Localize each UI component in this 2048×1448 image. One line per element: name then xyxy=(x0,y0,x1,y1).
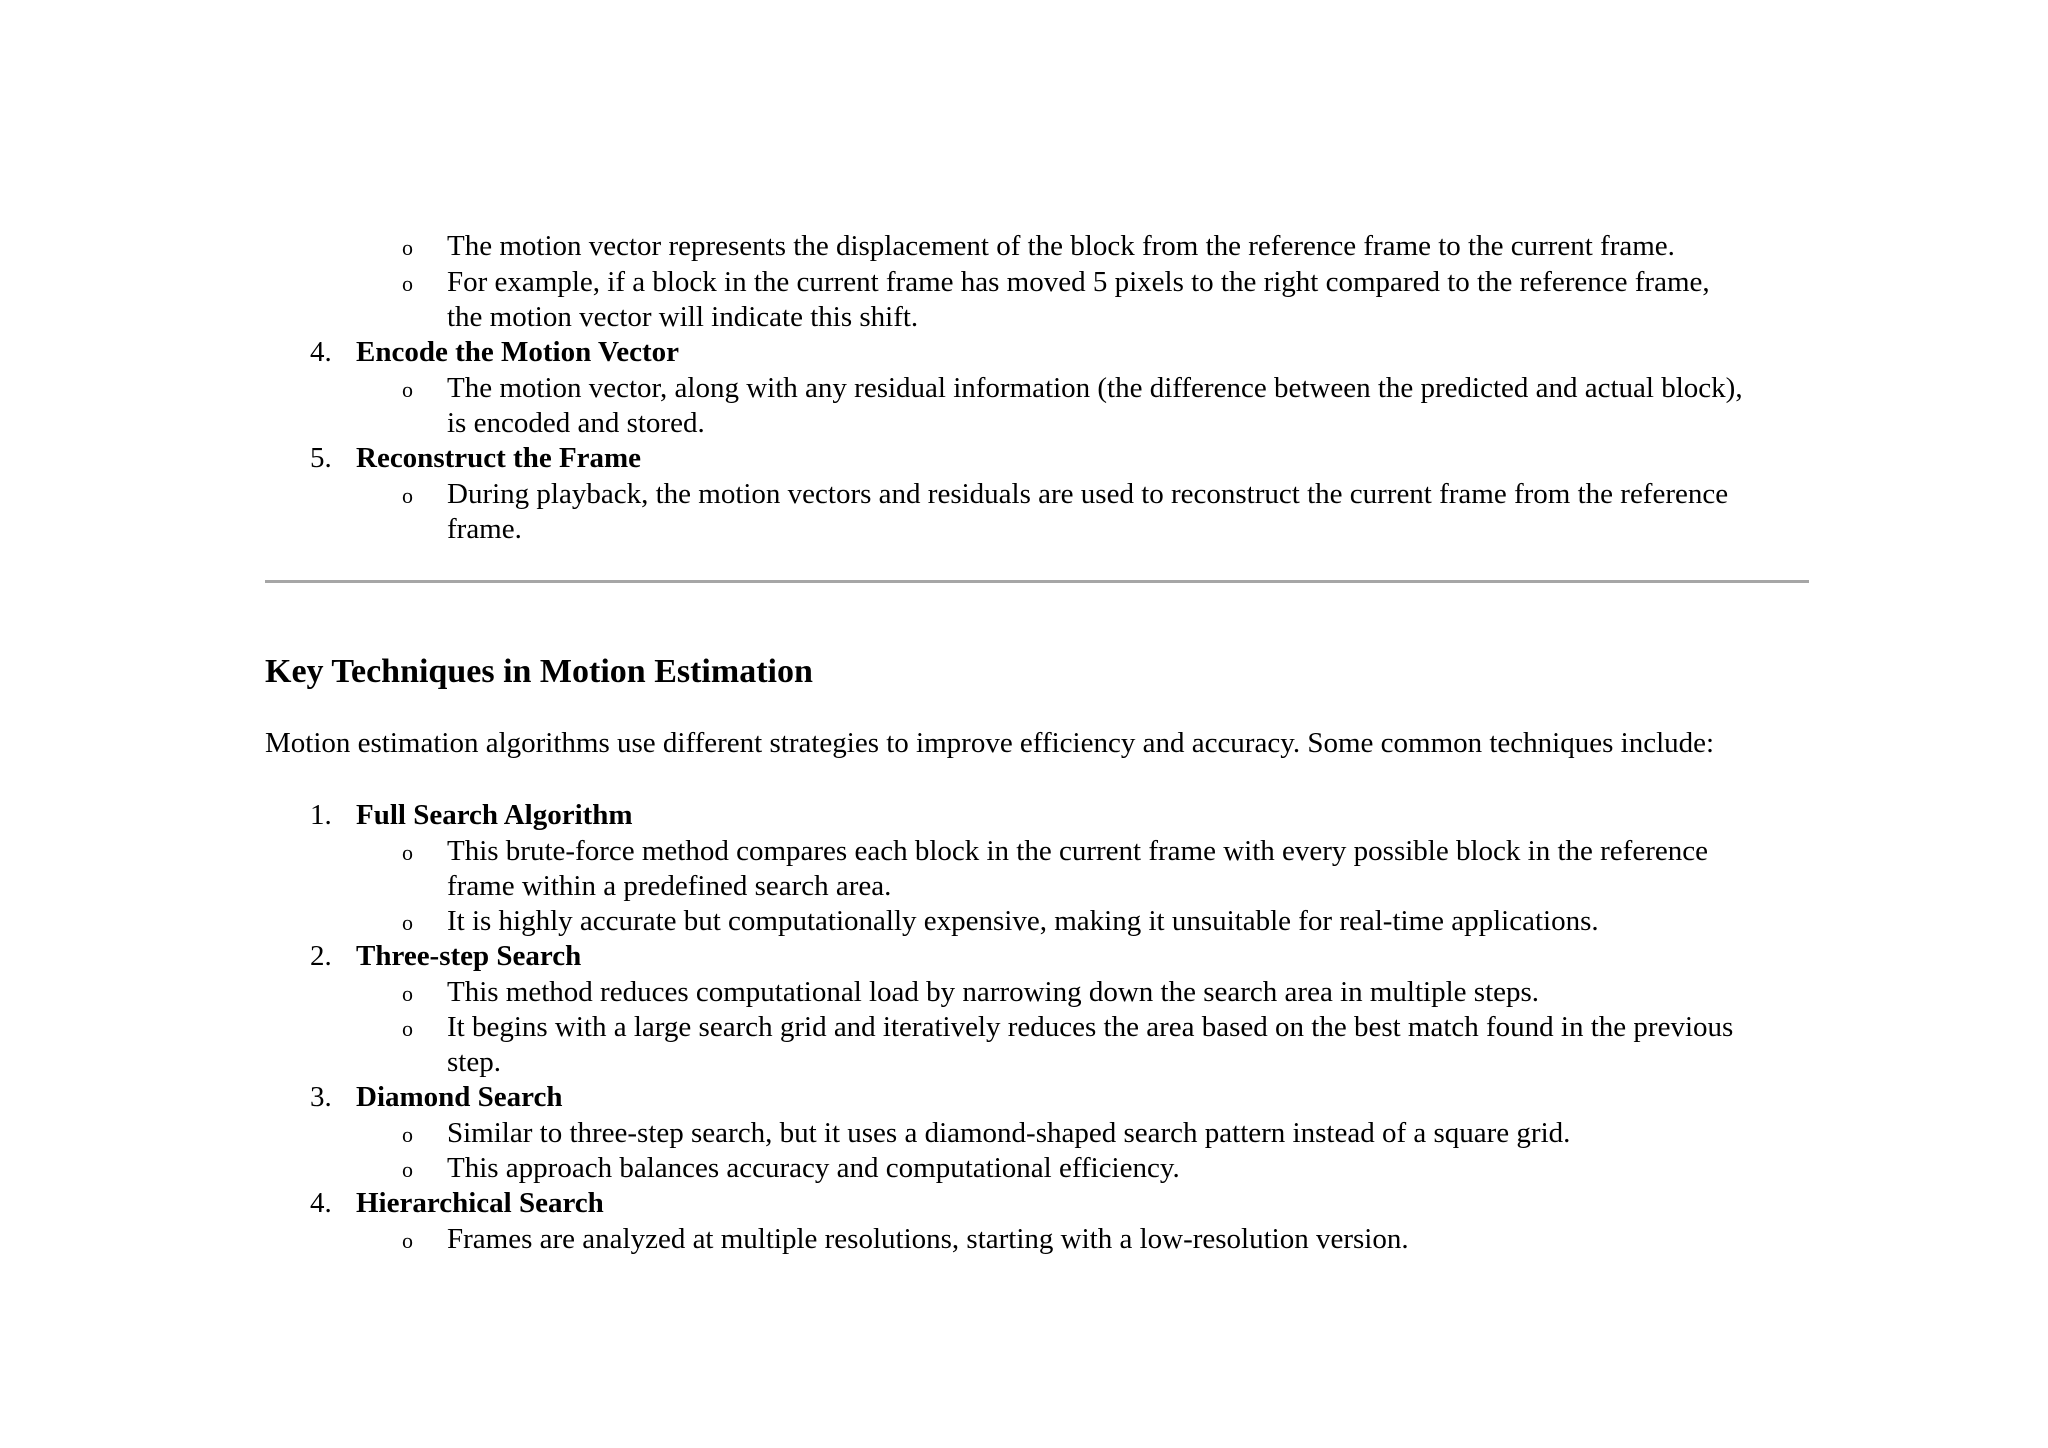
technique-1-bullet-1: This brute-force method compares each block in the current frame with every possible block in the reference xyxy=(447,835,1708,867)
technique-2-title: Three-step Search xyxy=(356,940,582,972)
bullet-marker: o xyxy=(402,1157,413,1182)
technique-2-bullet-2-cont: step. xyxy=(447,1046,501,1078)
bullet-marker: o xyxy=(402,1228,413,1253)
technique-3-number: 3. xyxy=(310,1081,332,1113)
bullet-marker: o xyxy=(402,235,413,260)
bullet-marker: o xyxy=(402,271,413,296)
technique-1-bullet-1-cont: frame within a predefined search area. xyxy=(447,870,892,902)
step3-bullet-1: The motion vector represents the displacement of the block from the reference frame to the current frame. xyxy=(447,230,1675,262)
technique-3-title: Diamond Search xyxy=(356,1081,563,1113)
technique-4-number: 4. xyxy=(310,1187,332,1219)
technique-1-title: Full Search Algorithm xyxy=(356,799,633,831)
bullet-marker: o xyxy=(402,1122,413,1147)
step4-bullet-line2: is encoded and stored. xyxy=(447,407,705,439)
bullet-marker: o xyxy=(402,377,413,402)
step4-title: Encode the Motion Vector xyxy=(356,336,679,368)
bullet-marker: o xyxy=(402,910,413,935)
step3-bullet-2: For example, if a block in the current frame has moved 5 pixels to the right compared to the reference frame, xyxy=(447,266,1710,298)
bullet-marker: o xyxy=(402,483,413,508)
technique-3-bullet-1: Similar to three-step search, but it uses a diamond-shaped search pattern instead of a square grid. xyxy=(447,1117,1571,1149)
section-heading: Key Techniques in Motion Estimation xyxy=(265,653,813,690)
technique-2-number: 2. xyxy=(310,940,332,972)
step4-bullet-line1: The motion vector, along with any residual information (the difference between the predicted and actual block), xyxy=(447,372,1743,404)
step4-number: 4. xyxy=(310,336,332,368)
section-intro: Motion estimation algorithms use different strategies to improve efficiency and accuracy. Some common techniques include: xyxy=(265,727,1715,759)
technique-2-bullet-1: This method reduces computational load by narrowing down the search area in multiple steps. xyxy=(447,976,1540,1008)
bullet-marker: o xyxy=(402,840,413,865)
step3-bullet-2-cont: the motion vector will indicate this shift. xyxy=(447,301,919,333)
technique-4-bullet-1: Frames are analyzed at multiple resolutions, starting with a low-resolution version. xyxy=(447,1223,1409,1255)
technique-1-number: 1. xyxy=(310,799,332,831)
step5-number: 5. xyxy=(310,442,332,474)
horizontal-rule xyxy=(265,580,1809,583)
technique-2-bullet-2: It begins with a large search grid and iteratively reduces the area based on the best match found in the previous xyxy=(447,1011,1734,1043)
step5-bullet-line2: frame. xyxy=(447,513,522,545)
bullet-marker: o xyxy=(402,981,413,1006)
technique-3-bullet-2: This approach balances accuracy and computational efficiency. xyxy=(447,1152,1180,1184)
technique-1-bullet-2: It is highly accurate but computationally expensive, making it unsuitable for real-time applications. xyxy=(447,905,1599,937)
step5-title: Reconstruct the Frame xyxy=(356,442,642,474)
step5-bullet-line1: During playback, the motion vectors and residuals are used to reconstruct the current frame from the reference xyxy=(447,478,1729,510)
technique-4-title: Hierarchical Search xyxy=(356,1187,604,1219)
bullet-marker: o xyxy=(402,1016,413,1041)
